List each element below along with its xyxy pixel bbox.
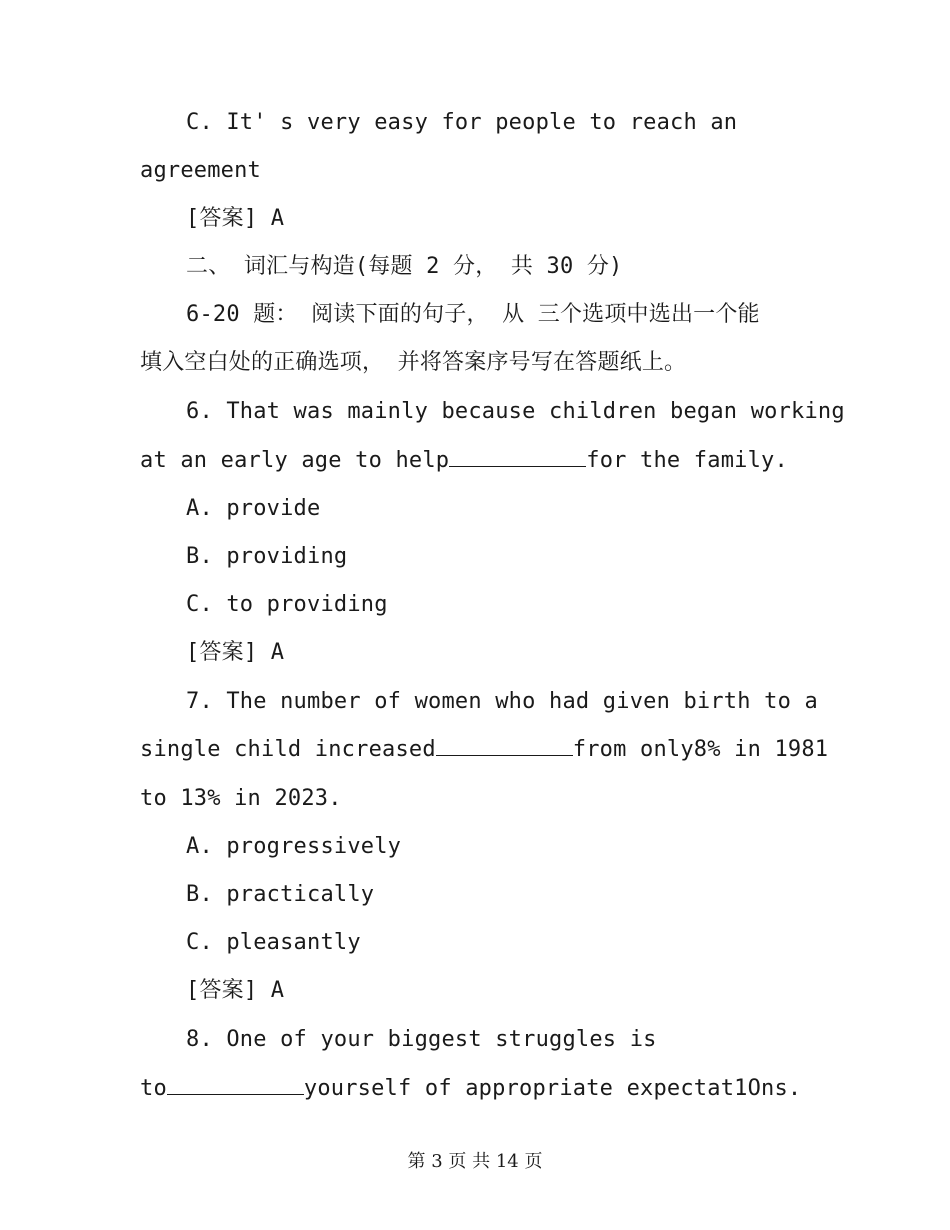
question-7-text-after-blank: from only8% in 1981	[572, 737, 829, 762]
answer-q6: [答案] A	[186, 640, 285, 665]
question-8: 8. One of your biggest struggles is	[186, 1027, 657, 1052]
option-b-q6: B. providing	[186, 544, 348, 569]
answer-blank	[167, 1076, 304, 1095]
question-6-text-before-blank: at an early age to help	[140, 448, 450, 473]
question-7-continued-2: to 13% in 2023.	[140, 786, 342, 811]
option-c-q5-continued: agreement	[140, 158, 262, 183]
section-heading: 二、 词汇与构造(每题 2 分， 共 30 分)	[186, 254, 623, 279]
option-a-q7: A. progressively	[186, 834, 402, 859]
question-8-text-before-blank: to	[140, 1076, 167, 1101]
answer-q5: [答案] A	[186, 206, 285, 231]
option-c-q7: C. pleasantly	[186, 930, 361, 955]
question-6-text-after-blank: for the family.	[586, 448, 788, 473]
question-8-text-after-blank: yourself of appropriate expectat1Ons.	[303, 1076, 802, 1101]
question-6: 6. That was mainly because children began working	[186, 399, 845, 424]
option-c-q6: C. to providing	[186, 592, 388, 617]
question-7-continued	[140, 735, 828, 765]
option-a-q6: A. provide	[186, 496, 321, 521]
section-instructions-continued: 填入空白处的正确选项， 并将答案序号写在答题纸上。	[140, 350, 687, 375]
answer-blank	[436, 737, 573, 756]
option-c-q5: C. It' s very easy for people to reach an	[186, 110, 738, 135]
question-7-text-before-blank: single child increased	[140, 737, 436, 762]
answer-q7: [答案] A	[186, 978, 285, 1003]
answer-blank	[449, 448, 586, 467]
question-8-continued	[140, 1074, 801, 1104]
question-6-continued	[140, 446, 788, 476]
option-b-q7: B. practically	[186, 882, 375, 907]
page-footer: 第 3 页 共 14 页	[407, 1151, 543, 1172]
question-7: 7. The number of women who had given birth to a	[186, 689, 818, 714]
section-instructions: 6-20 题： 阅读下面的句子， 从 三个选项中选出一个能	[186, 302, 760, 327]
